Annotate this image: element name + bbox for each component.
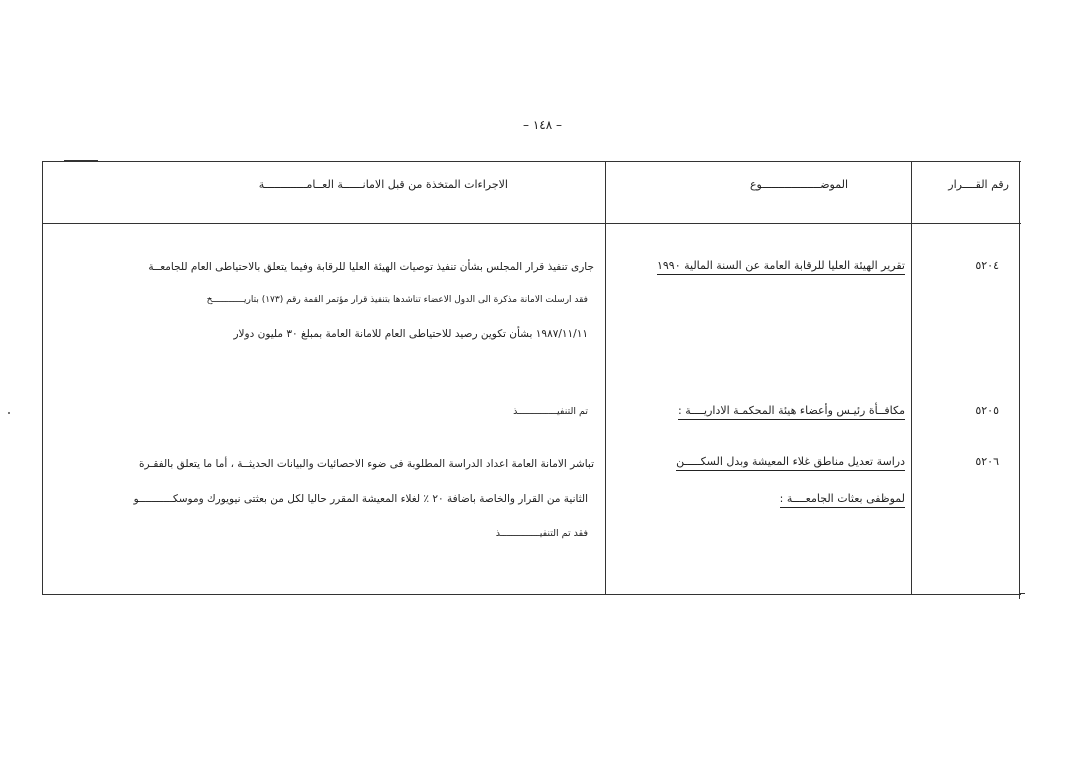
column-divider [605, 162, 606, 594]
action-line: جارى تنفيذ قرار المجلس بشأن تنفيذ توصيات الهيئة العليا للرقابة وفيما يتعلق بالاحتياطى العام للجامعــة [148, 261, 594, 273]
action-line: تم التنفيــــــــــــــذ [513, 406, 588, 417]
header-decision-number: رقم القــــرار [948, 178, 1009, 191]
action-line: تباشر الامانة العامة اعداد الدراسة المطلوبة فى ضوء الاحصائيات والبيانات الحديثــة ، أما ما يتعلق بالفقـرة [138, 458, 594, 470]
subject-line: تقرير الهيئة العليا للرقابة العامة عن السنة المالية ١٩٩٠ [657, 259, 905, 275]
action-line: فقد تم التنفيــــــــــــــذ [495, 528, 588, 539]
table-right-border [1019, 161, 1020, 599]
subject-line: مكافــأة رئيـس وأعضاء هيئة المحكمـة الاداريــــة : [678, 404, 905, 420]
decision-number: ٥٢٠٦ [975, 455, 999, 468]
header-subject: الموضــــــــــــــــــوع [749, 178, 848, 191]
header-actions: الاجراءات المتخذة من قبل الامانــــــة العــامـــــــــــــة [258, 178, 508, 191]
decision-number: ٥٢٠٤ [975, 259, 999, 272]
column-divider [911, 162, 912, 594]
margin-dot [8, 412, 10, 414]
action-line: الثانية من القرار والخاصة باضافة ٢٠ ٪ لغلاء المعيشة المقرر حاليا لكل من بعثتى نيويورك وموسكـــــــــــو [133, 493, 588, 505]
header-divider [43, 223, 1021, 224]
subject-line: لموظفى بعثات الجامعــــة : [780, 492, 905, 508]
page-number: – ١٤٨ – [523, 118, 562, 132]
action-line: ١٩٨٧/١١/١١ بشأن تكوين رصيد للاحتياطى العام للامانة العامة بمبلغ ٣٠ مليون دولار [233, 328, 588, 340]
action-line: فقد ارسلت الامانة مذكرة الى الدول الاعضاء تناشدها بتنفيذ قرار مؤتمر القمة رقم (١٧٣) بتاريــــــــــــخ [206, 295, 588, 305]
subject-line: دراسة تعديل مناطق غلاء المعيشة وبدل السكـــــن [676, 455, 905, 471]
decision-number: ٥٢٠٥ [975, 404, 999, 417]
table-corner [1019, 593, 1025, 594]
decisions-table [42, 161, 1021, 595]
